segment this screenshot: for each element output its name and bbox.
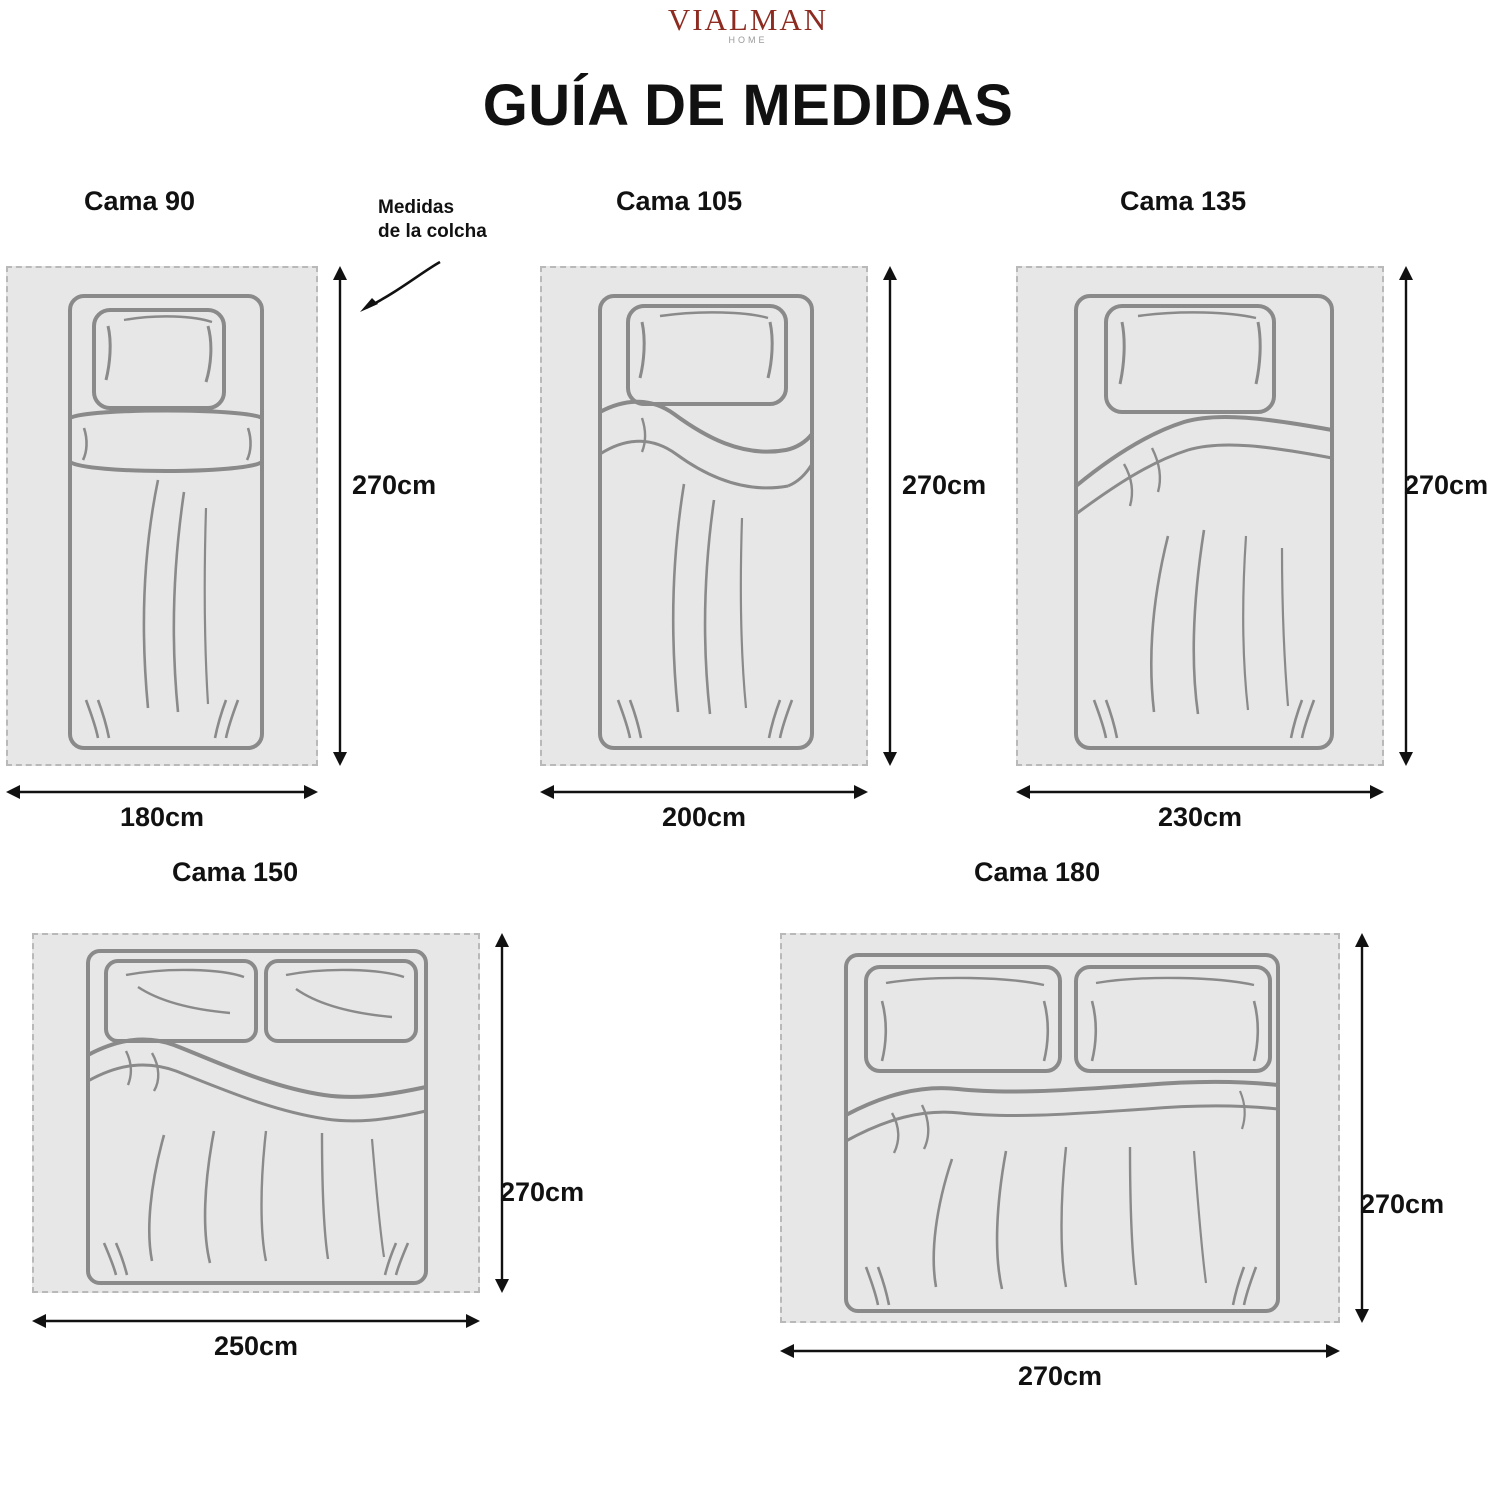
width-label-cama-105: 200cm [661,802,747,832]
width-label-cama-150: 250cm [213,1331,299,1361]
height-label-cama-180: 270cm [1360,1189,1445,1219]
brand-logo [0,4,1496,45]
width-arrow-cama-135 [1016,782,1384,802]
bed-title-cama-150: Cama 150 [172,857,299,887]
width-label-cama-180: 270cm [1017,1361,1103,1391]
height-label-cama-150: 270cm [500,1177,585,1207]
bed-outline-cama-180 [780,933,1340,1323]
bed-title-cama-105: Cama 105 [616,186,743,216]
width-label-cama-90: 180cm [119,802,205,832]
colcha-note-line2: de la colcha [378,220,487,242]
bed-outline-cama-105 [540,266,868,766]
width-arrow-cama-150 [32,1311,480,1331]
width-arrow-cama-105 [540,782,868,802]
bed-outline-cama-90 [6,266,318,766]
height-arrow-cama-135 [1396,266,1416,766]
page-title: GUÍA DE MEDIDAS [482,73,1014,138]
brand-subtitle: HOME [728,34,768,45]
bed-outline-cama-150 [32,933,480,1293]
colcha-note-line1: Medidas [378,197,455,218]
bed-title-cama-90: Cama 90 [84,186,196,216]
height-arrow-cama-150 [492,933,512,1293]
height-label-cama-105: 270cm [902,470,987,500]
bed-card-cama-105 [534,170,1004,850]
bed-title-cama-180: Cama 180 [974,857,1101,887]
height-label-cama-135: 270cm [1404,470,1489,500]
bed-card-cama-135 [1010,170,1496,850]
height-label-cama-90: 270cm [352,470,437,500]
height-arrow-cama-105 [880,266,900,766]
width-arrow-cama-180 [780,1341,1340,1361]
bed-title-cama-135: Cama 135 [1120,186,1247,216]
height-arrow-cama-180 [1352,933,1372,1323]
width-label-cama-135: 230cm [1157,802,1243,832]
bed-card-cama-180 [742,845,1496,1500]
bed-outline-cama-135 [1016,266,1384,766]
height-arrow-cama-90 [330,266,350,766]
width-arrow-cama-90 [6,782,318,802]
bed-card-cama-90 [0,170,470,850]
bed-card-cama-150 [0,845,620,1500]
brand-name: VIALMAN [667,2,829,37]
